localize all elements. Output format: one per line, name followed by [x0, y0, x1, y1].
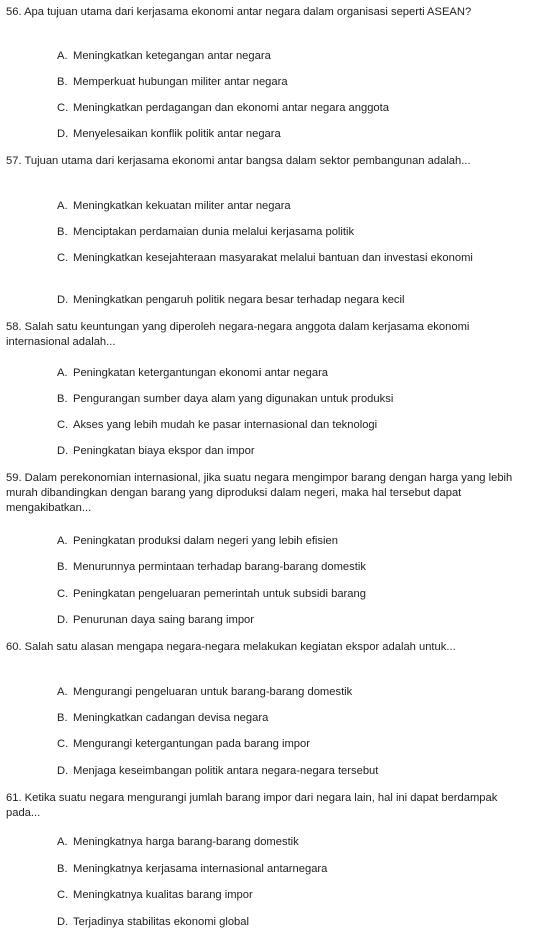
option-57-c[interactable] [57, 251, 527, 266]
option-text: Meningkatnya kualitas barang impor [73, 889, 253, 901]
option-60-c[interactable] [57, 737, 527, 752]
option-59-b[interactable] [57, 560, 527, 575]
option-56-c[interactable] [57, 101, 527, 116]
question-number: 61. [6, 792, 22, 804]
option-61-b[interactable] [57, 862, 527, 877]
question-text: Salah satu alasan mengapa negara-negara melakukan kegiatan ekspor adalah untuk... [24, 641, 456, 653]
option-letter: C. [57, 588, 69, 600]
option-58-b[interactable] [57, 392, 527, 407]
option-text: Penurunan daya saing barang impor [73, 614, 254, 626]
option-text: Meningkatkan ketegangan antar negara [73, 50, 271, 62]
option-letter: A. [57, 50, 68, 62]
option-letter: D. [57, 916, 69, 928]
option-56-b[interactable] [57, 75, 527, 90]
option-letter: C. [57, 102, 69, 114]
option-text: Peningkatan biaya ekspor dan impor [73, 445, 255, 457]
option-text: Akses yang lebih mudah ke pasar internasional dan teknologi [73, 419, 378, 431]
option-text: Peningkatan pengeluaran pemerintah untuk subsidi barang [73, 588, 366, 600]
option-57-b[interactable] [57, 225, 527, 240]
question-stem [6, 471, 528, 516]
option-letter: C. [57, 889, 69, 901]
option-61-d[interactable] [57, 915, 527, 930]
option-61-c[interactable] [57, 888, 527, 903]
option-text: Menyelesaikan konflik politik antar negara [73, 128, 281, 140]
option-letter: A. [57, 367, 68, 379]
option-56-d[interactable] [57, 127, 527, 142]
question-text: Ketika suatu negara mengurangi jumlah barang impor dari negara lain, hal ini dapat berdampak pada... [6, 792, 498, 819]
option-text: Meningkatnya kerjasama internasional antarnegara [73, 863, 328, 875]
question-number: 56. [6, 6, 22, 18]
option-letter: D. [57, 765, 69, 777]
question-59 [6, 471, 528, 516]
option-text: Meningkatkan cadangan devisa negara [73, 712, 269, 724]
option-letter: B. [57, 76, 68, 88]
option-59-a[interactable] [57, 534, 527, 549]
option-59-d[interactable] [57, 613, 527, 628]
option-text: Peningkatan produksi dalam negeri yang lebih efisien [73, 535, 338, 547]
question-stem [6, 154, 528, 169]
option-text: Pengurangan sumber daya alam yang digunakan untuk produksi [73, 393, 394, 405]
option-text: Terjadinya stabilitas ekonomi global [73, 916, 249, 928]
question-60 [6, 640, 528, 655]
option-57-d[interactable] [57, 293, 527, 308]
option-60-a[interactable] [57, 685, 527, 700]
option-letter: C. [57, 738, 69, 750]
question-text: Dalam perekonomian internasional, jika suatu negara mengimpor barang dengan harga yang lebih murah dibandingkan dengan barang yang diproduksi dalam negeri, maka hal tersebut dapat mengakibatkan... [6, 472, 513, 514]
option-letter: A. [57, 836, 68, 848]
option-letter: A. [57, 200, 68, 212]
question-text: Salah satu keuntungan yang diperoleh negara-negara anggota dalam kerjasama ekonomi internasional adalah... [6, 321, 470, 348]
question-text: Apa tujuan utama dari kerjasama ekonomi antar negara dalam organisasi seperti ASEAN? [24, 6, 472, 18]
question-stem [6, 640, 528, 655]
option-text: Peningkatan ketergantungan ekonomi antar negara [73, 367, 329, 379]
option-letter: B. [57, 863, 68, 875]
question-56 [6, 5, 528, 20]
option-letter: D. [57, 128, 69, 140]
option-text: Memperkuat hubungan militer antar negara [73, 76, 288, 88]
option-letter: A. [57, 686, 68, 698]
option-text: Mengurangi pengeluaran untuk barang-barang domestik [73, 686, 353, 698]
question-61 [6, 791, 528, 821]
option-letter: B. [57, 712, 68, 724]
option-text: Meningkatkan kekuatan militer antar negara [73, 200, 291, 212]
question-58 [6, 320, 528, 350]
question-number: 59. [6, 472, 22, 484]
option-text: Mengurangi ketergantungan pada barang impor [73, 738, 310, 750]
option-letter: B. [57, 561, 68, 573]
question-text: Tujuan utama dari kerjasama ekonomi antar bangsa dalam sektor pembangunan adalah... [24, 155, 471, 167]
option-57-a[interactable] [57, 199, 527, 214]
question-number: 60. [6, 641, 22, 653]
question-stem [6, 5, 528, 20]
option-text: Meningkatkan kesejahteraan masyarakat melalui bantuan dan investasi ekonomi [73, 252, 473, 264]
option-text: Menjaga keseimbangan politik antara negara-negara tersebut [73, 765, 379, 777]
option-letter: D. [57, 614, 69, 626]
option-text: Meningkatkan pengaruh politik negara besar terhadap negara kecil [73, 294, 405, 306]
question-number: 57. [6, 155, 22, 167]
option-letter: B. [57, 226, 68, 238]
option-text: Meningkatkan perdagangan dan ekonomi antar negara anggota [73, 102, 389, 114]
option-60-b[interactable] [57, 711, 527, 726]
option-60-d[interactable] [57, 764, 527, 779]
option-letter: A. [57, 535, 68, 547]
option-56-a[interactable] [57, 49, 527, 64]
option-text: Meningkatnya harga barang-barang domestik [73, 836, 299, 848]
option-text: Menurunnya permintaan terhadap barang-barang domestik [73, 561, 366, 573]
option-letter: D. [57, 445, 69, 457]
option-58-d[interactable] [57, 444, 527, 459]
option-58-a[interactable] [57, 366, 527, 381]
option-letter: D. [57, 294, 69, 306]
option-58-c[interactable] [57, 418, 527, 433]
question-57 [6, 154, 528, 169]
option-letter: B. [57, 393, 68, 405]
question-stem [6, 320, 528, 350]
question-number: 58. [6, 321, 22, 333]
question-stem [6, 791, 528, 821]
option-text: Menciptakan perdamaian dunia melalui kerjasama politik [73, 226, 355, 238]
option-letter: C. [57, 252, 69, 264]
option-61-a[interactable] [57, 835, 527, 850]
option-letter: C. [57, 419, 69, 431]
option-59-c[interactable] [57, 587, 527, 602]
